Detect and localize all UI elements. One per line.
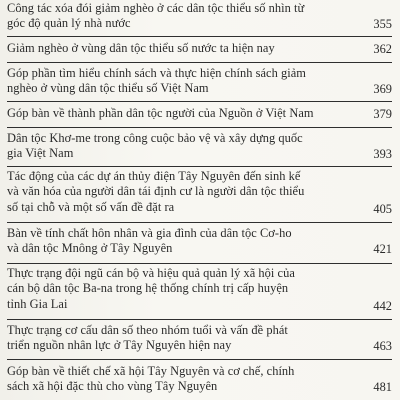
toc-entry-title [7,106,314,121]
toc-entry-title-line: Dân tộc Khơ-me trong công cuộc bảo vệ và xây dựng quốc [7,131,303,145]
toc-entry-title [7,131,303,162]
toc-entry [7,166,392,223]
toc-entry-page-number: 379 [373,107,392,121]
toc-entry-page-number: 481 [373,380,392,394]
toc-entry-title-line: Thực trạng đội ngũ cán bộ và hiệu quả quản lý xã hội của [7,266,295,280]
toc-entry-title-line: và dân tộc Mnông ở Tây Nguyên [7,241,173,256]
toc-entry-title [7,1,304,32]
toc-entry-title-line: cán bộ dân tộc Ba-na trong hệ thống chính trị cấp huyện [7,281,289,296]
toc-entry-page-number: 362 [373,42,392,56]
toc-entry-page-number: 463 [373,339,392,353]
toc-entry-title-line: góc độ quản lý nhà nước [7,16,131,31]
toc-entry-page-number: 405 [373,202,392,216]
toc-entry-title [7,41,275,56]
toc-entry [7,101,392,128]
toc-entry [7,359,392,399]
toc-entry [7,263,392,320]
toc-entry-title [7,266,295,312]
toc-entry-title-line: nghèo ở vùng dân tộc thiểu số Việt Nam [7,81,209,96]
toc-entry-title-line: triển nguồn nhân lực ở Tây Nguyên hiện nay [7,338,232,353]
toc-entry-title [7,226,292,257]
toc-entry [7,319,392,360]
toc-entry [7,127,392,167]
toc-entry-title [7,364,294,395]
toc-entry-title-line: Tác động của các dự án thủy điện Tây Nguyên đến sinh kế [7,169,301,183]
toc-entry [7,0,392,37]
toc-entry-title-line: Công tác xóa đói giảm nghèo ở các dân tộc thiểu số nhìn từ [7,1,305,15]
toc-entry-title-line: Góp bàn về thiết chế xã hội Tây Nguyên và cơ chế, chính [7,364,295,378]
toc-entry-title-line: Thực trạng cơ cấu dân số theo nhóm tuổi và vấn đề phát [7,323,288,337]
toc-entry-page-number: 442 [373,299,392,313]
toc-entry-page-number: 355 [373,17,392,31]
toc-entry-title-line: Giảm nghèo ở vùng dân tộc thiểu số nước ta hiện nay [7,41,275,55]
toc-entry-page-number: 393 [373,147,392,161]
toc-entry [7,36,392,63]
toc-entry-title-line: Góp phần tìm hiểu chính sách và thực hiện chính sách giảm [7,66,306,80]
toc-entry-title [7,323,288,354]
toc-entry-title-line: Bàn về tính chất hôn nhân và gia đình của dân tộc Cơ-ho [7,226,292,240]
toc-entry-page-number: 369 [373,82,392,96]
toc-entry-title-line: Góp bàn về thành phần dân tộc người của Nguồn ở Việt Nam [7,106,314,120]
toc-entry-title [7,66,306,97]
toc-entry-page-number: 421 [373,242,392,256]
toc-entry [7,222,392,264]
toc-entry-title-line: sách xã hội đặc thù cho vùng Tây Nguyên [7,379,218,394]
toc-entry [7,62,392,102]
toc-entry-title [7,169,304,215]
toc-entry-title-line: tỉnh Gia Lai [7,296,68,311]
toc-entry-title-line: gia Việt Nam [7,146,74,161]
toc-entry-title-line: và văn hóa của người dân tái định cư là người dân tộc thiểu [7,184,305,199]
toc-entry-title-line: số tại chỗ và một số vấn đề đặt ra [7,199,175,214]
